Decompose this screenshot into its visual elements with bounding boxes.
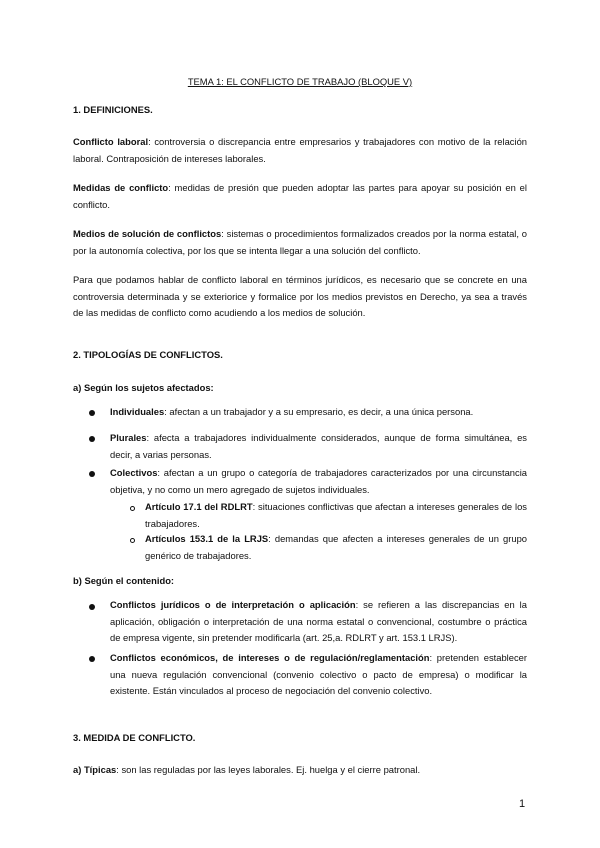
sub-bullet-icon — [130, 538, 135, 543]
section-1-heading: 1. DEFINICIONES. — [73, 104, 153, 115]
term: Medios de solución de conflictos — [73, 228, 222, 239]
definition-conflicto-laboral — [73, 134, 527, 167]
definition-text: : medidas de presión que pueden adoptar las partes para apoyar su posición en el conflicto. — [73, 182, 527, 210]
page-number: 1 — [519, 798, 526, 810]
term: Individuales — [110, 406, 165, 417]
sub-bullet-icon — [130, 506, 135, 511]
term: Conflictos económicos, de intereses o de regulación/reglamentación — [110, 652, 430, 663]
list-item-juridicos — [110, 597, 527, 647]
paragraph-tipicas — [73, 762, 527, 779]
sub-item-art-153 — [145, 531, 527, 564]
term: Colectivos — [110, 467, 158, 478]
term: Conflictos jurídicos o de interpretación o aplicación — [110, 599, 356, 610]
section-3-heading: 3. MEDIDA DE CONFLICTO. — [73, 732, 196, 743]
item-text: : afecta a trabajadores individualmente considerados, aunque de forma simultánea, es decir, a varias personas. — [110, 432, 527, 460]
bullet-icon — [89, 656, 95, 662]
term: Conflicto laboral — [73, 136, 149, 147]
definition-text: : sistemas o procedimientos formalizados creados por la norma estatal, o por la autonomía colectiva, por los que se intenta llegar a una solución del conflicto. — [73, 228, 527, 256]
item-text: : situaciones conflictivas que afectan a intereses generales de los trabajadores. — [145, 501, 527, 529]
section-2-heading: 2. TIPOLOGÍAS DE CONFLICTOS. — [73, 349, 223, 360]
subheading-contenido: b) Según el contenido: — [73, 575, 175, 586]
term: a) Típicas — [73, 764, 117, 775]
definition-text: : controversia o discrepancia entre empresarios y trabajadores con motivo de la relación laboral. Contraposición de intereses laborales. — [73, 136, 527, 164]
list-item-colectivos — [110, 465, 527, 498]
term: Artículos 153.1 de la LRJS — [145, 533, 269, 544]
document-title: TEMA 1: EL CONFLICTO DE TRABAJO (BLOQUE V) — [187, 76, 413, 87]
list-item-individuales — [110, 404, 527, 421]
term: Medidas de conflicto — [73, 182, 169, 193]
bullet-icon — [89, 471, 95, 477]
list-item-economicos — [110, 650, 527, 700]
term: Plurales — [110, 432, 147, 443]
definition-medidas-conflicto — [73, 180, 527, 213]
item-text: : son las reguladas por las leyes laborales. Ej. huelga y el cierre patronal. — [116, 764, 421, 775]
paragraph-conflicto-juridico: Para que podamos hablar de conflicto laboral en términos jurídicos, es necesario que se concrete en una controversia determinada y se exteriorice y formalice por los medios previstos en Derecho, ya sea a través de las medidas de conflicto como acudiendo a los medios de solución. — [73, 274, 527, 318]
item-text: : pretenden establecer una nueva regulación convencional (convenio colectivo o pacto de empresa) o modificar la existente. Están vinculados al proceso de negociación del convenio colectivo. — [110, 652, 527, 696]
bullet-icon — [89, 604, 95, 610]
item-text: : afectan a un trabajador y a su empresario, es decir, a una única persona. — [164, 406, 474, 417]
definition-medios-solucion — [73, 226, 527, 259]
bullet-icon — [89, 436, 95, 442]
item-text: : afectan a un grupo o categoría de trabajadores caracterizados por una circunstancia objetiva, y no como un mero agregado de sujetos individuales. — [110, 467, 527, 495]
bullet-icon — [89, 410, 95, 416]
term: Artículo 17.1 del RDLRT — [145, 501, 253, 512]
list-item-plurales — [110, 430, 527, 463]
sub-item-art-17 — [145, 499, 527, 532]
subheading-sujetos: a) Según los sujetos afectados: — [73, 382, 214, 393]
item-text: : demandas que afecten a intereses generales de un grupo genérico de trabajadores. — [145, 533, 527, 561]
item-text: : se refieren a las discrepancias en la aplicación, obligación o interpretación de una norma estatal o convencional, costumbre o práctica de empresa vigente, sin pretender modificarla (art. 25,a. RDLRT y art. 153.1 LRJS). — [110, 599, 527, 643]
